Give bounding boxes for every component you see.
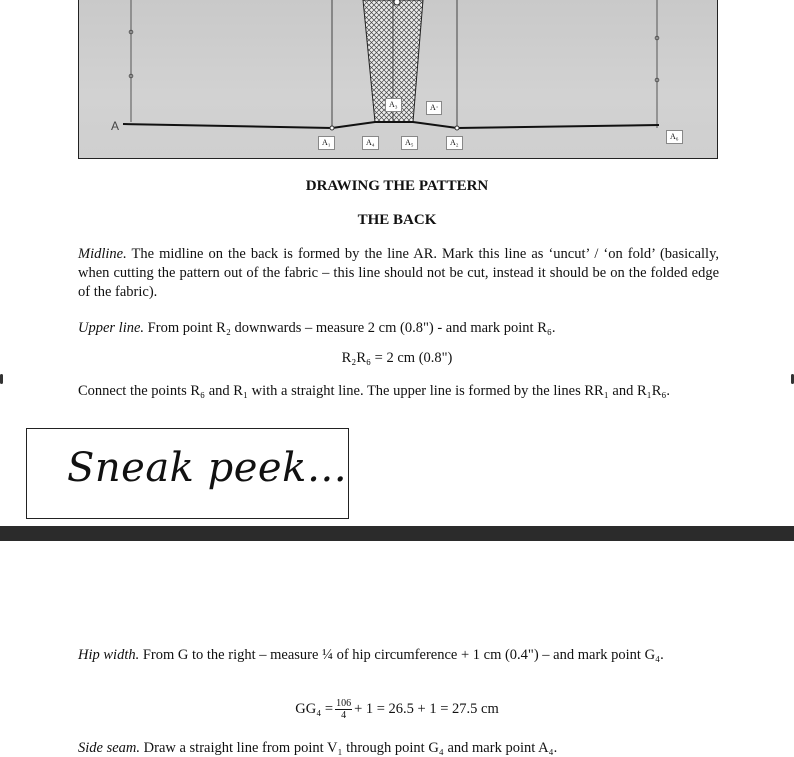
hem-line	[123, 122, 659, 128]
side-seam-paragraph	[78, 739, 719, 757]
upper-line-paragraph	[78, 319, 719, 338]
fraction-denominator: 4	[341, 710, 347, 721]
section-title: DRAWING THE PATTERN	[305, 178, 489, 194]
midline-term: Midline.	[78, 246, 127, 262]
label-a-dot: A·	[426, 101, 442, 115]
side-seam-term: Side seam.	[78, 740, 141, 756]
section-subtitle: THE BACK	[357, 212, 437, 228]
section-divider	[0, 526, 794, 541]
hip-width-text: From G to the right – measure ¼ of hip circumference + 1 cm (0.4") – and mark point G₄.	[139, 647, 664, 663]
sneak-peek-box	[26, 428, 349, 519]
label-a4: A₄	[362, 136, 379, 150]
label-a2: A₂	[446, 136, 463, 150]
midline-paragraph	[78, 245, 719, 302]
midline-text: The midline on the back is formed by the line AR. Mark this line as ‘uncut’ / ‘on fold’ (basically, when cutting the pattern out of the fabric – this line should not be cut, instead it should be on the folded edge of the fabric).	[78, 246, 719, 300]
formula-r2r6: R₂R₆ = 2 cm (0.8")	[341, 350, 453, 366]
formula-gg4	[0, 698, 794, 721]
hip-width-term: Hip width.	[78, 647, 140, 663]
fraction-numerator: 106	[336, 698, 352, 709]
label-a3: A₃	[385, 98, 402, 112]
upper-line-text: From point R₂ downwards – measure 2 cm (0.8") - and mark point R₆.	[144, 320, 556, 336]
label-a6: A₆	[666, 130, 683, 144]
fraction	[335, 698, 352, 721]
pattern-diagram	[78, 0, 718, 159]
point-a-label: A	[111, 119, 120, 133]
side-seam-text: Draw a straight line from point V₁ through point G₄ and mark point A₄.	[140, 740, 558, 756]
connect-paragraph: Connect the points R₆ and R₁ with a straight line. The upper line is formed by the lines RR₁ and R₁R₆.	[78, 383, 671, 399]
left-edge-mark	[0, 374, 3, 384]
pattern-drawing	[79, 0, 719, 159]
label-a5: A₅	[401, 136, 418, 150]
hip-width-paragraph	[78, 646, 719, 665]
upper-line-term: Upper line.	[78, 320, 145, 336]
sneak-peek-text: Sneak peek…	[67, 445, 348, 491]
formula-gg4-lhs: GG₄ =	[295, 700, 334, 717]
label-a1: A₁	[318, 136, 335, 150]
formula-gg4-rhs: + 1 = 26.5 + 1 = 27.5 cm	[354, 700, 499, 717]
